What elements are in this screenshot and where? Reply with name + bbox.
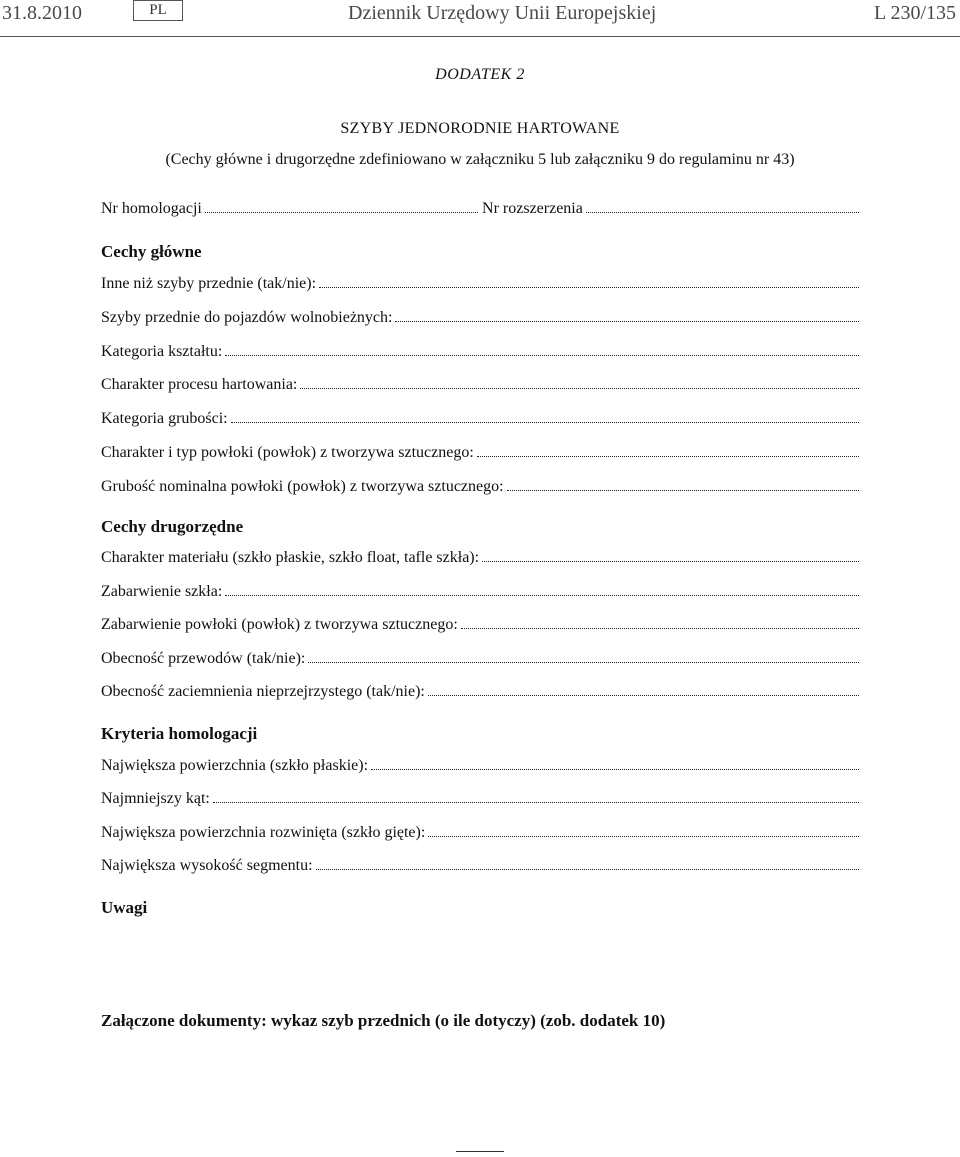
form-line xyxy=(101,343,859,365)
form-line xyxy=(101,757,859,779)
form-line xyxy=(101,650,859,672)
form-line-field[interactable] xyxy=(477,444,859,457)
approval-number-field[interactable] xyxy=(205,200,478,213)
form-line xyxy=(101,275,859,297)
journal-title: Dziennik Urzędowy Unii Europejskiej xyxy=(348,2,657,24)
form-line xyxy=(101,410,859,432)
form-line-label: Zabarwienie szkła: xyxy=(101,583,223,600)
annex-label: DODATEK 2 xyxy=(435,66,525,83)
form-line xyxy=(101,583,859,605)
form-line-field[interactable] xyxy=(316,857,859,870)
form-line xyxy=(101,683,859,705)
form-line-label: Obecność przewodów (tak/nie): xyxy=(101,650,306,667)
attached-documents: Załączone dokumenty: wykaz szyb przednich (o ile dotyczy) (zob. dodatek 10) xyxy=(101,1011,666,1030)
form-line-field[interactable] xyxy=(461,616,859,629)
form-line xyxy=(101,444,859,466)
approval-number-label: Nr homologacji xyxy=(101,200,202,217)
form-line-label: Charakter i typ powłoki (powłok) z tworzywa sztucznego: xyxy=(101,444,474,461)
form-line-field[interactable] xyxy=(300,376,859,389)
form-line-field[interactable] xyxy=(213,790,859,803)
approval-number-row xyxy=(101,200,859,222)
form-line-label: Największa powierzchnia (szkło płaskie): xyxy=(101,757,369,774)
form-line-field[interactable] xyxy=(225,583,859,596)
page-reference: L 230/135 xyxy=(873,2,956,24)
form-line-field[interactable] xyxy=(482,549,859,562)
extension-number-field[interactable] xyxy=(586,200,859,213)
document-subtitle: (Cechy główne i drugorzędne zdefiniowano w załączniku 5 lub załączniku 9 do regulaminu nr 43) xyxy=(165,151,795,168)
form-line xyxy=(101,478,859,500)
form-line-field[interactable] xyxy=(507,478,859,491)
form-line xyxy=(101,376,859,398)
form-line-label: Szyby przednie do pojazdów wolnobieżnych: xyxy=(101,309,393,326)
form-line-field[interactable] xyxy=(395,309,859,322)
form-line-label: Grubość nominalna powłoki (powłok) z tworzywa sztucznego: xyxy=(101,478,504,495)
form-line-label: Największa powierzchnia rozwinięta (szkło gięte): xyxy=(101,824,426,841)
form-line-field[interactable] xyxy=(428,824,859,837)
form-line xyxy=(101,309,859,331)
approval-criteria-heading: Kryteria homologacji xyxy=(101,724,258,743)
form-line-label: Inne niż szyby przednie (tak/nie): xyxy=(101,275,317,292)
footer-rule xyxy=(456,1151,504,1152)
form-line-field[interactable] xyxy=(225,343,859,356)
publication-date: 31.8.2010 xyxy=(2,2,82,24)
form-line-label: Zabarwienie powłoki (powłok) z tworzywa sztucznego: xyxy=(101,616,458,633)
form-line-label: Najmniejszy kąt: xyxy=(101,790,210,807)
secondary-characteristics-heading: Cechy drugorzędne xyxy=(101,517,244,536)
form-line-label: Największa wysokość segmentu: xyxy=(101,857,313,874)
form-line-field[interactable] xyxy=(371,757,859,770)
form-line xyxy=(101,549,859,571)
remarks-heading: Uwagi xyxy=(101,898,148,917)
language-box: PL xyxy=(133,0,183,21)
form-line-label: Obecność zaciemnienia nieprzejrzystego (tak/nie): xyxy=(101,683,425,700)
form-line xyxy=(101,616,859,638)
form-line-field[interactable] xyxy=(428,683,859,696)
form-line xyxy=(101,790,859,812)
main-characteristics-heading: Cechy główne xyxy=(101,242,202,261)
form-line-label: Charakter procesu hartowania: xyxy=(101,376,298,393)
form-line-label: Kategoria grubości: xyxy=(101,410,228,427)
document-title: SZYBY JEDNORODNIE HARTOWANE xyxy=(340,120,620,137)
form-line-label: Kategoria kształtu: xyxy=(101,343,223,360)
form-line-field[interactable] xyxy=(308,650,859,663)
form-line-field[interactable] xyxy=(319,275,859,288)
form-line xyxy=(101,857,859,879)
form-line-label: Charakter materiału (szkło płaskie, szkło float, tafle szkła): xyxy=(101,549,480,566)
extension-number-label: Nr rozszerzenia xyxy=(482,200,583,217)
form-line-field[interactable] xyxy=(231,410,859,423)
journal-header xyxy=(0,0,960,37)
form-line xyxy=(101,824,859,846)
